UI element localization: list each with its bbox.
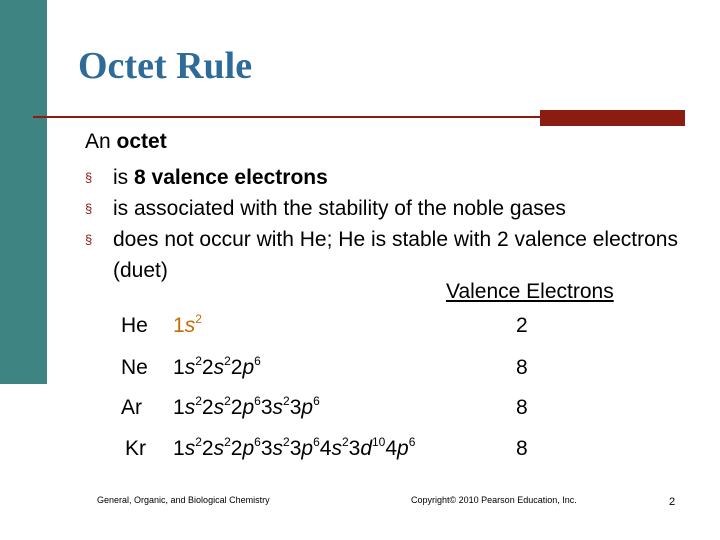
- element-symbol: Ar: [121, 396, 142, 419]
- intro-term: octet: [116, 130, 167, 153]
- element-symbol: He: [121, 314, 148, 337]
- valence-electrons-header: Valence Electrons: [446, 280, 614, 303]
- electron-configuration: $1s^2$: [173, 312, 202, 337]
- element-symbol: Ne: [121, 356, 148, 379]
- intro-line: [85, 130, 167, 154]
- bullet-list: [85, 162, 685, 286]
- bullet-item: [85, 224, 685, 286]
- bullet-item: [85, 193, 685, 224]
- bullet-marker-icon: [85, 193, 92, 224]
- footer-course-title: General, Organic, and Biological Chemistry: [97, 495, 270, 505]
- left-accent-bar: [0, 0, 47, 384]
- footer-copyright: Copyright© 2010 Pearson Education, Inc.: [411, 495, 577, 505]
- valence-count: 8: [516, 437, 528, 460]
- bullet-marker-icon: [85, 224, 92, 255]
- electron-configuration: $1s^22s^22p^6$: [173, 354, 261, 379]
- slide-title: Octet Rule: [78, 45, 253, 87]
- valence-count: 8: [516, 356, 528, 379]
- element-symbol: Kr: [125, 437, 146, 460]
- electron-configuration: $1s^22s^22p^63s^23p^64s^23d^{10}4p^6$: [173, 435, 416, 460]
- bullet-text: is associated with the stability of the noble gases: [113, 197, 566, 220]
- bullet-text: does not occur with He; He is stable with 2 valence electrons (duet): [113, 228, 678, 282]
- bullet-marker-icon: [85, 162, 92, 193]
- electron-configuration: $1s^22s^22p^63s^23p^6$: [173, 394, 320, 419]
- page-number: 2: [669, 496, 676, 508]
- valence-count: 2: [516, 314, 528, 337]
- valence-count: 8: [516, 396, 528, 419]
- bullet-item: [85, 162, 685, 193]
- bullet-text: is 8 valence electrons: [113, 166, 328, 189]
- intro-prefix: An: [85, 130, 117, 153]
- divider-accent-block: [540, 110, 685, 126]
